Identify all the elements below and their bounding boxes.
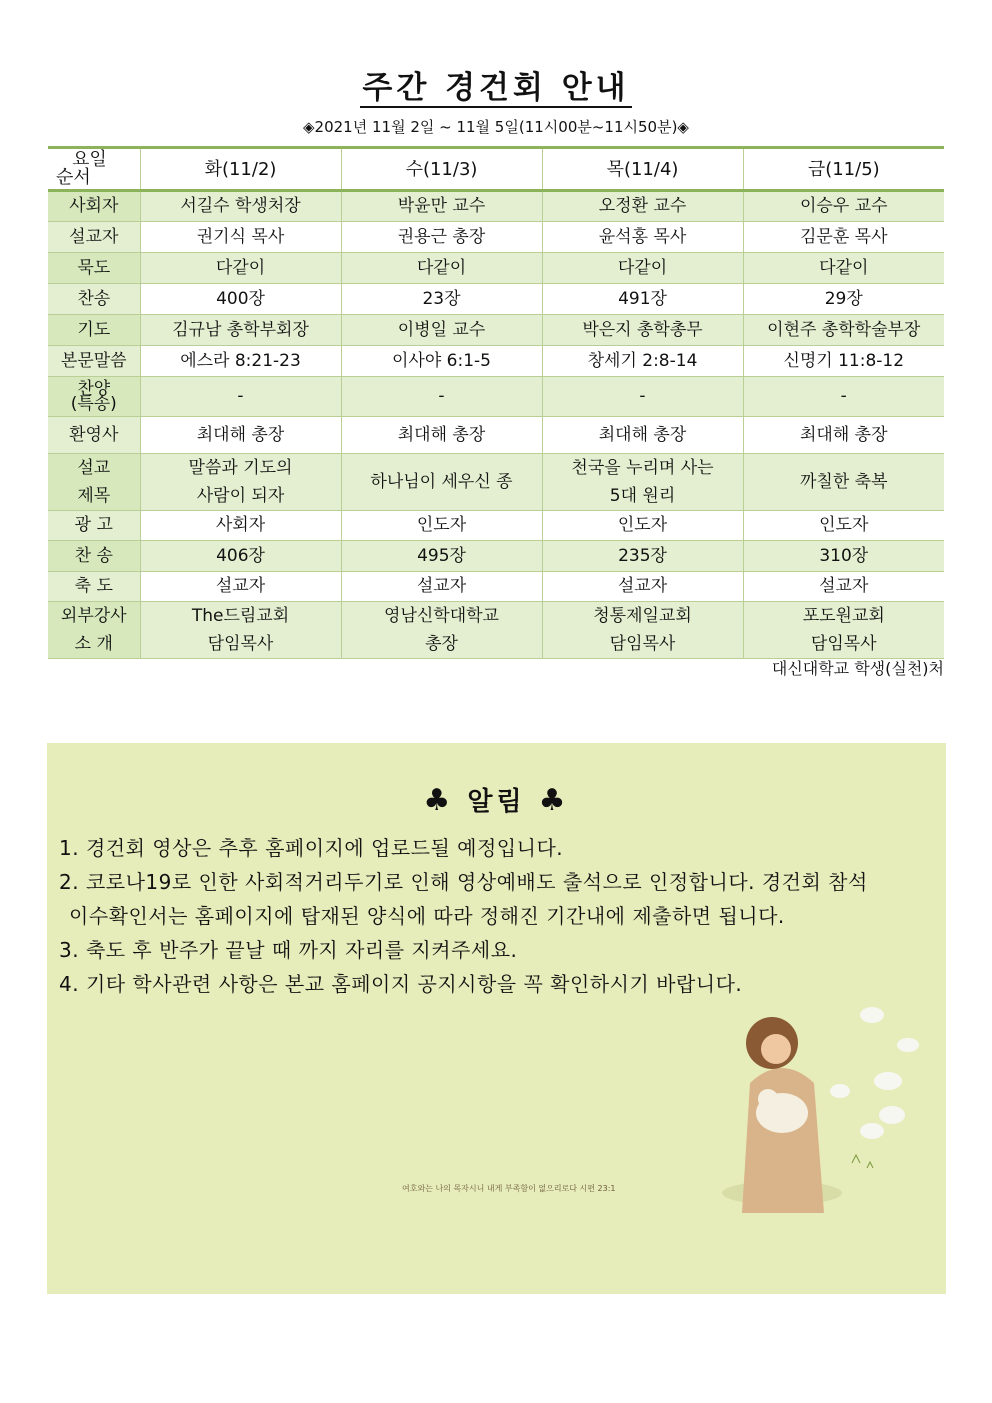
table-cell: 설교자	[140, 572, 341, 602]
table-row	[48, 284, 944, 315]
table-cell: 최대해 총장	[542, 417, 743, 454]
table-row	[48, 602, 944, 659]
table-cell: 설교자	[542, 572, 743, 602]
table-cell: 495장	[341, 541, 542, 572]
table-cell: 서길수 학생처장	[140, 191, 341, 222]
table-cell: 창세기 2:8-14	[542, 346, 743, 377]
table-row	[48, 377, 944, 417]
row-label: 설교 제목	[48, 454, 140, 511]
corner-top: 요일	[72, 149, 107, 170]
table-cell: 다같이	[341, 253, 542, 284]
table-row	[48, 253, 944, 284]
table-cell: -	[140, 377, 341, 417]
table-cell: 인도자	[341, 511, 542, 541]
row-label: 기도	[48, 315, 140, 346]
notice-item	[59, 933, 944, 967]
notice-title-text: 알림	[467, 787, 526, 817]
table-cell: 29장	[743, 284, 944, 315]
notice-item	[59, 865, 944, 933]
row-label: 찬송	[48, 284, 140, 315]
table-cell: 까칠한 축복	[743, 454, 944, 511]
table-cell: 에스라 8:21-23	[140, 346, 341, 377]
table-cell: 오정환 교수	[542, 191, 743, 222]
clover-icon: ♣	[538, 783, 570, 818]
clover-icon: ♣	[423, 783, 455, 818]
corner-cell	[48, 148, 140, 191]
table-cell: 최대해 총장	[140, 417, 341, 454]
table-cell: 406장	[140, 541, 341, 572]
table-cell: 천국을 누리며 사는 5대 원리	[542, 454, 743, 511]
table-cell: -	[542, 377, 743, 417]
corner-bottom: 순서	[56, 167, 91, 188]
row-label: 외부강사 소 개	[48, 602, 140, 659]
row-label: 사회자	[48, 191, 140, 222]
credit-text: 대신대학교 학생(실천)처	[771, 659, 944, 678]
table-cell: 인도자	[542, 511, 743, 541]
table-cell: 사회자	[140, 511, 341, 541]
table-row	[48, 346, 944, 377]
table-row	[48, 572, 944, 602]
row-label: 축 도	[48, 572, 140, 602]
table-cell: 다같이	[743, 253, 944, 284]
day-header: 목(11/4)	[542, 148, 743, 191]
table-cell: 491장	[542, 284, 743, 315]
table-cell: 박은지 총학총무	[542, 315, 743, 346]
notice-line: 2. 코로나19로 인한 사회적거리두기로 인해 영상예배도 출석으로 인정합니다. 경건회 참석	[59, 870, 868, 894]
notice-box	[47, 743, 946, 1294]
table-cell: 영남신학대학교 총장	[341, 602, 542, 659]
table-cell: 청통제일교회 담임목사	[542, 602, 743, 659]
header-row	[48, 148, 944, 191]
table-cell: 400장	[140, 284, 341, 315]
shepherd-illustration	[712, 993, 942, 1223]
schedule-table	[48, 146, 944, 659]
row-label: 찬양 (특송)	[48, 377, 140, 417]
table-row	[48, 315, 944, 346]
notice-line: 3. 축도 후 반주가 끝날 때 까지 자리를 지켜주세요.	[59, 938, 518, 962]
table-cell: 설교자	[743, 572, 944, 602]
table-cell: 다같이	[542, 253, 743, 284]
table-row	[48, 511, 944, 541]
table-cell: 말씀과 기도의 사람이 되자	[140, 454, 341, 511]
table-cell: 윤석홍 목사	[542, 222, 743, 253]
bible-verse: 여호와는 나의 목자시니 내게 부족함이 없으리로다 시편 23:1	[402, 1184, 616, 1193]
table-row	[48, 454, 944, 511]
row-label: 묵도	[48, 253, 140, 284]
table-cell: 신명기 11:8-12	[743, 346, 944, 377]
row-label: 환영사	[48, 417, 140, 454]
table-cell: The드림교회 담임목사	[140, 602, 341, 659]
table-cell: 권용근 총장	[341, 222, 542, 253]
notice-line: 1. 경건회 영상은 추후 홈페이지에 업로드될 예정입니다.	[59, 836, 564, 860]
table-cell: 235장	[542, 541, 743, 572]
day-header: 화(11/2)	[140, 148, 341, 191]
table-cell: 이병일 교수	[341, 315, 542, 346]
notice-line: 이수확인서는 홈페이지에 탑재된 양식에 따라 정해진 기간내에 제출하면 됩니다.	[69, 904, 785, 928]
row-label: 본문말씀	[48, 346, 140, 377]
page-title: 주간 경건회 안내	[362, 70, 630, 106]
table-row	[48, 191, 944, 222]
row-label: 찬 송	[48, 541, 140, 572]
table-cell: 이현주 총학학술부장	[743, 315, 944, 346]
notice-list	[59, 831, 944, 1001]
table-cell: 김규남 총학부회장	[140, 315, 341, 346]
table-cell: 23장	[341, 284, 542, 315]
table-cell: 310장	[743, 541, 944, 572]
table-cell: 하나님이 세우신 종	[341, 454, 542, 511]
table-cell: 최대해 총장	[341, 417, 542, 454]
date-range: ◈2021년 11월 2일 ~ 11월 5일(11시00분~11시50분)◈	[303, 118, 689, 136]
table-cell: 최대해 총장	[743, 417, 944, 454]
table-cell: -	[743, 377, 944, 417]
table-cell: 이사야 6:1-5	[341, 346, 542, 377]
table-row	[48, 541, 944, 572]
notice-title	[47, 781, 946, 818]
day-header: 금(11/5)	[743, 148, 944, 191]
row-label: 설교자	[48, 222, 140, 253]
table-cell: 김문훈 목사	[743, 222, 944, 253]
day-header: 수(11/3)	[341, 148, 542, 191]
table-cell: 다같이	[140, 253, 341, 284]
table-row	[48, 417, 944, 454]
notice-line: 4. 기타 학사관련 사항은 본교 홈페이지 공지시항을 꼭 확인하시기 바랍니다.	[59, 972, 743, 996]
table-cell: 박윤만 교수	[341, 191, 542, 222]
table-cell: 이승우 교수	[743, 191, 944, 222]
table-cell: 포도원교회 담임목사	[743, 602, 944, 659]
table-cell: 설교자	[341, 572, 542, 602]
row-label: 광 고	[48, 511, 140, 541]
table-cell: -	[341, 377, 542, 417]
table-row	[48, 222, 944, 253]
notice-item	[59, 831, 944, 865]
table-cell: 인도자	[743, 511, 944, 541]
table-cell: 권기식 목사	[140, 222, 341, 253]
